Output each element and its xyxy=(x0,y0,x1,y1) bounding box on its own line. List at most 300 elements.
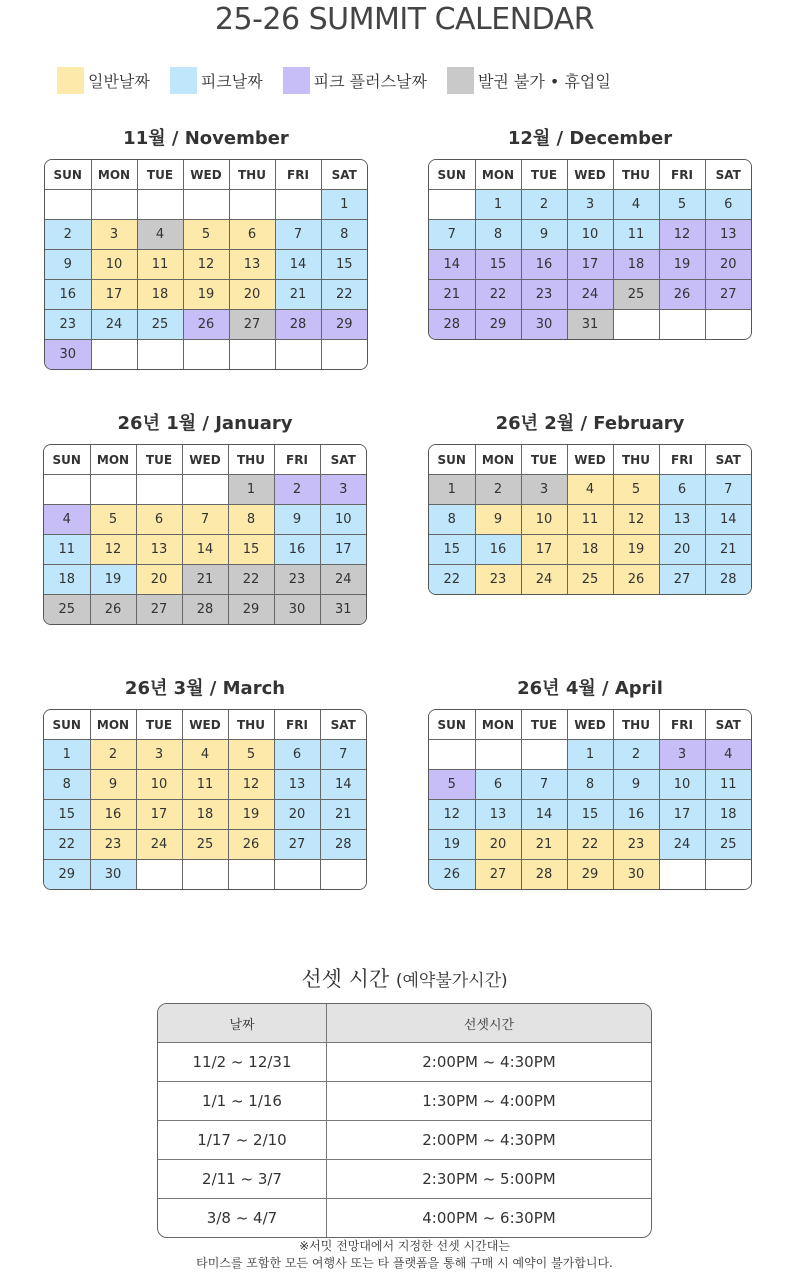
day-cell: 18 xyxy=(44,565,90,595)
day-cell: 1 xyxy=(44,740,90,770)
week-row xyxy=(45,250,367,280)
day-cell: 13 xyxy=(659,505,705,535)
weekday-label: FRI xyxy=(659,445,705,475)
day-cell: 17 xyxy=(659,800,705,830)
month-title: 26년 1월 / January xyxy=(117,413,293,434)
week-row xyxy=(429,505,751,535)
day-cell: 11 xyxy=(44,535,90,565)
day-cell: 2 xyxy=(90,740,136,770)
empty-day-cell xyxy=(45,190,91,220)
week-row xyxy=(44,860,366,890)
day-cell: 17 xyxy=(567,250,613,280)
day-cell: 25 xyxy=(705,830,751,860)
day-cell: 17 xyxy=(136,800,182,830)
day-cell: 4 xyxy=(705,740,751,770)
day-cell: 4 xyxy=(567,475,613,505)
day-cell: 14 xyxy=(429,250,475,280)
empty-day-cell xyxy=(429,190,475,220)
day-cell: 24 xyxy=(136,830,182,860)
day-cell: 13 xyxy=(705,220,751,250)
table-row xyxy=(158,1043,651,1082)
day-cell: 16 xyxy=(90,800,136,830)
month-title: 26년 4월 / April xyxy=(517,678,663,699)
day-cell: 23 xyxy=(274,565,320,595)
day-cell: 25 xyxy=(613,280,659,310)
day-cell: 4 xyxy=(613,190,659,220)
day-cell: 28 xyxy=(182,595,228,625)
weekday-label: TUE xyxy=(136,710,182,740)
day-cell: 25 xyxy=(44,595,90,625)
day-cell: 1 xyxy=(429,475,475,505)
weekday-label: SUN xyxy=(429,160,475,190)
week-row xyxy=(44,770,366,800)
day-cell: 30 xyxy=(521,310,567,340)
day-cell: 26 xyxy=(228,830,274,860)
day-cell: 15 xyxy=(44,800,90,830)
page-title: 25-26 SUMMIT CALENDAR xyxy=(214,2,595,37)
month-title: 26년 2월 / February xyxy=(495,413,685,434)
day-cell: 15 xyxy=(475,250,521,280)
weekday-label: THU xyxy=(228,710,274,740)
day-cell: 9 xyxy=(475,505,521,535)
sunset-time: 2:30PM ~ 5:00PM xyxy=(327,1160,652,1199)
week-row xyxy=(45,310,367,340)
day-cell: 2 xyxy=(475,475,521,505)
empty-day-cell xyxy=(136,475,182,505)
day-cell: 30 xyxy=(274,595,320,625)
weekday-header-row xyxy=(429,445,751,475)
day-cell: 5 xyxy=(659,190,705,220)
weekday-label: MON xyxy=(90,445,136,475)
week-row xyxy=(429,220,751,250)
weekday-label: SAT xyxy=(705,445,751,475)
month-april xyxy=(428,675,752,890)
header-date: 날짜 xyxy=(158,1004,327,1043)
day-cell: 25 xyxy=(567,565,613,595)
empty-day-cell xyxy=(321,340,367,370)
day-cell: 14 xyxy=(521,800,567,830)
weekday-label: SAT xyxy=(320,710,366,740)
legend-label: 피크날짜 xyxy=(200,72,263,91)
weekday-label: MON xyxy=(91,160,137,190)
day-cell: 10 xyxy=(320,505,366,535)
empty-day-cell xyxy=(44,475,90,505)
day-cell: 9 xyxy=(274,505,320,535)
day-cell: 12 xyxy=(90,535,136,565)
day-cell: 17 xyxy=(91,280,137,310)
weekday-label: SUN xyxy=(429,710,475,740)
day-cell: 3 xyxy=(521,475,567,505)
day-cell: 14 xyxy=(705,505,751,535)
day-cell: 2 xyxy=(45,220,91,250)
day-cell: 5 xyxy=(613,475,659,505)
month-february xyxy=(428,410,752,595)
week-row xyxy=(44,535,366,565)
day-cell: 22 xyxy=(475,280,521,310)
calendar-grid xyxy=(428,444,752,595)
weekday-label: SAT xyxy=(321,160,367,190)
day-cell: 24 xyxy=(659,830,705,860)
day-cell: 1 xyxy=(321,190,367,220)
weekday-header-row xyxy=(45,160,367,190)
day-cell: 21 xyxy=(182,565,228,595)
day-cell: 27 xyxy=(475,860,521,890)
day-cell: 10 xyxy=(91,250,137,280)
legend-item-peak-plus xyxy=(283,67,427,94)
day-cell: 21 xyxy=(320,800,366,830)
weekday-label: SUN xyxy=(44,445,90,475)
month-november xyxy=(44,125,368,370)
day-cell: 29 xyxy=(321,310,367,340)
weekday-header-row xyxy=(44,445,366,475)
day-cell: 16 xyxy=(475,535,521,565)
day-cell: 6 xyxy=(475,770,521,800)
empty-day-cell xyxy=(229,340,275,370)
day-cell: 6 xyxy=(229,220,275,250)
day-cell: 26 xyxy=(429,860,475,890)
day-cell: 11 xyxy=(567,505,613,535)
weekday-header-row xyxy=(44,710,366,740)
day-cell: 30 xyxy=(45,340,91,370)
day-cell: 25 xyxy=(137,310,183,340)
empty-day-cell xyxy=(613,310,659,340)
day-cell: 19 xyxy=(659,250,705,280)
day-cell: 18 xyxy=(705,800,751,830)
weekday-header-row xyxy=(429,710,751,740)
sunset-title: 선셋 시간 xyxy=(301,967,390,991)
sunset-section-title xyxy=(0,963,809,993)
day-cell: 7 xyxy=(182,505,228,535)
day-cell: 3 xyxy=(567,190,613,220)
day-cell: 18 xyxy=(567,535,613,565)
weekday-label: MON xyxy=(90,710,136,740)
day-cell: 8 xyxy=(567,770,613,800)
day-cell: 26 xyxy=(659,280,705,310)
day-cell: 11 xyxy=(705,770,751,800)
weekday-label: SUN xyxy=(429,445,475,475)
empty-day-cell xyxy=(521,740,567,770)
day-cell: 4 xyxy=(182,740,228,770)
date-range: 3/8 ~ 4/7 xyxy=(158,1199,327,1238)
weekday-label: THU xyxy=(613,160,659,190)
week-row xyxy=(429,830,751,860)
day-cell: 12 xyxy=(659,220,705,250)
day-cell: 27 xyxy=(229,310,275,340)
day-cell: 6 xyxy=(705,190,751,220)
weekday-label: WED xyxy=(567,445,613,475)
month-january xyxy=(43,410,367,625)
weekday-label: THU xyxy=(229,160,275,190)
day-cell: 2 xyxy=(521,190,567,220)
day-cell: 27 xyxy=(136,595,182,625)
empty-day-cell xyxy=(705,310,751,340)
day-cell: 23 xyxy=(521,280,567,310)
sunset-table-header xyxy=(158,1004,651,1043)
empty-day-cell xyxy=(274,860,320,890)
empty-day-cell xyxy=(275,190,321,220)
day-cell: 2 xyxy=(613,740,659,770)
week-row xyxy=(429,740,751,770)
day-cell: 1 xyxy=(475,190,521,220)
sunset-time: 2:00PM ~ 4:30PM xyxy=(327,1043,652,1082)
footnote xyxy=(0,1238,809,1272)
date-range: 1/17 ~ 2/10 xyxy=(158,1121,327,1160)
weekday-label: WED xyxy=(567,160,613,190)
day-cell: 13 xyxy=(136,535,182,565)
empty-day-cell xyxy=(659,860,705,890)
day-cell: 3 xyxy=(659,740,705,770)
day-cell: 21 xyxy=(275,280,321,310)
day-cell: 24 xyxy=(91,310,137,340)
empty-day-cell xyxy=(275,340,321,370)
week-row xyxy=(45,220,367,250)
day-cell: 7 xyxy=(275,220,321,250)
empty-day-cell xyxy=(91,340,137,370)
day-cell: 28 xyxy=(320,830,366,860)
day-cell: 20 xyxy=(705,250,751,280)
footnote-line: 타미스를 포함한 모든 여행사 또는 타 플랫폼을 통해 구매 시 예약이 불가합니다. xyxy=(196,1256,613,1270)
empty-day-cell xyxy=(320,860,366,890)
weekday-label: TUE xyxy=(136,445,182,475)
weekday-label: THU xyxy=(228,445,274,475)
weekday-header-row xyxy=(429,160,751,190)
legend-swatch xyxy=(57,67,84,94)
day-cell: 25 xyxy=(182,830,228,860)
day-cell: 28 xyxy=(275,310,321,340)
day-cell: 11 xyxy=(137,250,183,280)
day-cell: 16 xyxy=(613,800,659,830)
day-cell: 9 xyxy=(90,770,136,800)
day-cell: 9 xyxy=(521,220,567,250)
calendar-grid xyxy=(43,444,367,625)
day-cell: 2 xyxy=(274,475,320,505)
day-cell: 8 xyxy=(429,505,475,535)
day-cell: 16 xyxy=(274,535,320,565)
empty-day-cell xyxy=(91,190,137,220)
weekday-label: SUN xyxy=(44,710,90,740)
empty-day-cell xyxy=(90,475,136,505)
week-row xyxy=(44,505,366,535)
day-cell: 30 xyxy=(613,860,659,890)
calendar-grid xyxy=(43,709,367,890)
day-cell: 21 xyxy=(705,535,751,565)
day-cell: 6 xyxy=(659,475,705,505)
weekday-label: FRI xyxy=(274,710,320,740)
day-cell: 8 xyxy=(44,770,90,800)
calendar-grid xyxy=(428,159,752,340)
day-cell: 3 xyxy=(91,220,137,250)
day-cell: 11 xyxy=(182,770,228,800)
weekday-label: THU xyxy=(613,445,659,475)
weekday-label: WED xyxy=(183,160,229,190)
month-title: 12월 / December xyxy=(507,128,673,149)
day-cell: 15 xyxy=(321,250,367,280)
week-row xyxy=(429,800,751,830)
weekday-label: FRI xyxy=(659,160,705,190)
legend-swatch xyxy=(283,67,310,94)
weekday-label: WED xyxy=(182,710,228,740)
day-cell: 3 xyxy=(136,740,182,770)
day-cell: 13 xyxy=(475,800,521,830)
footnote-line: ※서밋 전망대에서 지정한 선셋 시간대는 xyxy=(299,1239,510,1253)
day-cell: 18 xyxy=(613,250,659,280)
table-row xyxy=(158,1082,651,1121)
day-cell: 5 xyxy=(183,220,229,250)
empty-day-cell xyxy=(705,860,751,890)
legend-label: 일반날짜 xyxy=(88,72,150,91)
day-cell: 3 xyxy=(320,475,366,505)
empty-day-cell xyxy=(182,475,228,505)
weekday-label: TUE xyxy=(521,160,567,190)
day-cell: 12 xyxy=(613,505,659,535)
month-title: 26년 3월 / March xyxy=(124,678,286,699)
week-row xyxy=(429,860,751,890)
day-cell: 29 xyxy=(228,595,274,625)
day-cell: 10 xyxy=(136,770,182,800)
day-cell: 29 xyxy=(44,860,90,890)
day-cell: 31 xyxy=(320,595,366,625)
day-cell: 23 xyxy=(45,310,91,340)
day-cell: 12 xyxy=(228,770,274,800)
day-cell: 20 xyxy=(475,830,521,860)
sunset-time: 1:30PM ~ 4:00PM xyxy=(327,1082,652,1121)
day-cell: 26 xyxy=(183,310,229,340)
day-cell: 10 xyxy=(659,770,705,800)
empty-day-cell xyxy=(183,190,229,220)
date-range: 11/2 ~ 12/31 xyxy=(158,1043,327,1082)
day-cell: 14 xyxy=(320,770,366,800)
day-cell: 4 xyxy=(137,220,183,250)
day-cell: 1 xyxy=(567,740,613,770)
day-cell: 8 xyxy=(321,220,367,250)
day-cell: 27 xyxy=(274,830,320,860)
weekday-label: MON xyxy=(475,160,521,190)
day-cell: 23 xyxy=(613,830,659,860)
empty-day-cell xyxy=(429,740,475,770)
week-row xyxy=(429,190,751,220)
empty-day-cell xyxy=(137,340,183,370)
day-cell: 26 xyxy=(90,595,136,625)
sunset-time: 2:00PM ~ 4:30PM xyxy=(327,1121,652,1160)
day-cell: 29 xyxy=(567,860,613,890)
sunset-table xyxy=(157,1003,652,1238)
week-row xyxy=(44,740,366,770)
day-cell: 14 xyxy=(275,250,321,280)
day-cell: 19 xyxy=(183,280,229,310)
day-cell: 4 xyxy=(44,505,90,535)
week-row xyxy=(44,565,366,595)
week-row xyxy=(44,800,366,830)
day-cell: 24 xyxy=(320,565,366,595)
day-cell: 29 xyxy=(475,310,521,340)
day-cell: 27 xyxy=(705,280,751,310)
day-cell: 6 xyxy=(274,740,320,770)
day-cell: 5 xyxy=(90,505,136,535)
empty-day-cell xyxy=(475,740,521,770)
table-row xyxy=(158,1199,651,1238)
weekday-label: FRI xyxy=(274,445,320,475)
day-cell: 19 xyxy=(429,830,475,860)
day-cell: 20 xyxy=(229,280,275,310)
day-cell: 18 xyxy=(182,800,228,830)
weekday-label: TUE xyxy=(521,710,567,740)
month-title: 11월 / November xyxy=(123,128,289,149)
day-cell: 21 xyxy=(521,830,567,860)
day-cell: 7 xyxy=(705,475,751,505)
day-cell: 19 xyxy=(228,800,274,830)
empty-day-cell xyxy=(183,340,229,370)
weekday-label: FRI xyxy=(275,160,321,190)
empty-day-cell xyxy=(136,860,182,890)
day-cell: 22 xyxy=(567,830,613,860)
weekday-label: MON xyxy=(475,445,521,475)
day-cell: 31 xyxy=(567,310,613,340)
day-cell: 12 xyxy=(429,800,475,830)
month-march xyxy=(43,675,367,890)
day-cell: 26 xyxy=(613,565,659,595)
empty-day-cell xyxy=(137,190,183,220)
weekday-label: MON xyxy=(475,710,521,740)
header-sunset-time: 선셋시간 xyxy=(327,1004,652,1043)
day-cell: 15 xyxy=(567,800,613,830)
legend-label: 발권 불가 • 휴업일 xyxy=(477,72,611,91)
day-cell: 10 xyxy=(567,220,613,250)
sunset-subtitle: (예약불가시간) xyxy=(395,971,508,991)
day-cell: 16 xyxy=(521,250,567,280)
day-cell: 13 xyxy=(274,770,320,800)
day-cell: 21 xyxy=(429,280,475,310)
day-cell: 5 xyxy=(429,770,475,800)
week-row xyxy=(429,565,751,595)
day-cell: 15 xyxy=(228,535,274,565)
day-cell: 24 xyxy=(521,565,567,595)
week-row xyxy=(429,535,751,565)
day-cell: 8 xyxy=(228,505,274,535)
sunset-time: 4:00PM ~ 6:30PM xyxy=(422,1209,556,1227)
calendar-grid xyxy=(44,159,368,370)
week-row xyxy=(44,595,366,625)
week-row xyxy=(45,190,367,220)
weekday-label: SAT xyxy=(320,445,366,475)
day-cell: 20 xyxy=(136,565,182,595)
date-range: 2/11 ~ 3/7 xyxy=(158,1160,327,1199)
week-row xyxy=(45,280,367,310)
weekday-label: WED xyxy=(567,710,613,740)
day-cell: 14 xyxy=(182,535,228,565)
legend-item-peak xyxy=(170,67,263,94)
day-cell: 9 xyxy=(613,770,659,800)
legend-swatch xyxy=(170,67,197,94)
legend-label: 피크 플러스날짜 xyxy=(313,72,427,91)
day-cell: 24 xyxy=(567,280,613,310)
week-row xyxy=(44,830,366,860)
weekday-label: FRI xyxy=(659,710,705,740)
empty-day-cell xyxy=(228,860,274,890)
day-cell: 20 xyxy=(659,535,705,565)
legend-swatch xyxy=(447,67,474,94)
date-range: 1/1 ~ 1/16 xyxy=(158,1082,327,1121)
weekday-label: THU xyxy=(613,710,659,740)
day-cell: 8 xyxy=(475,220,521,250)
empty-day-cell xyxy=(229,190,275,220)
day-cell: 19 xyxy=(613,535,659,565)
legend-item-closed xyxy=(447,67,611,94)
day-cell: 12 xyxy=(183,250,229,280)
week-row xyxy=(429,250,751,280)
day-cell: 19 xyxy=(90,565,136,595)
week-row xyxy=(429,770,751,800)
day-cell: 6 xyxy=(136,505,182,535)
